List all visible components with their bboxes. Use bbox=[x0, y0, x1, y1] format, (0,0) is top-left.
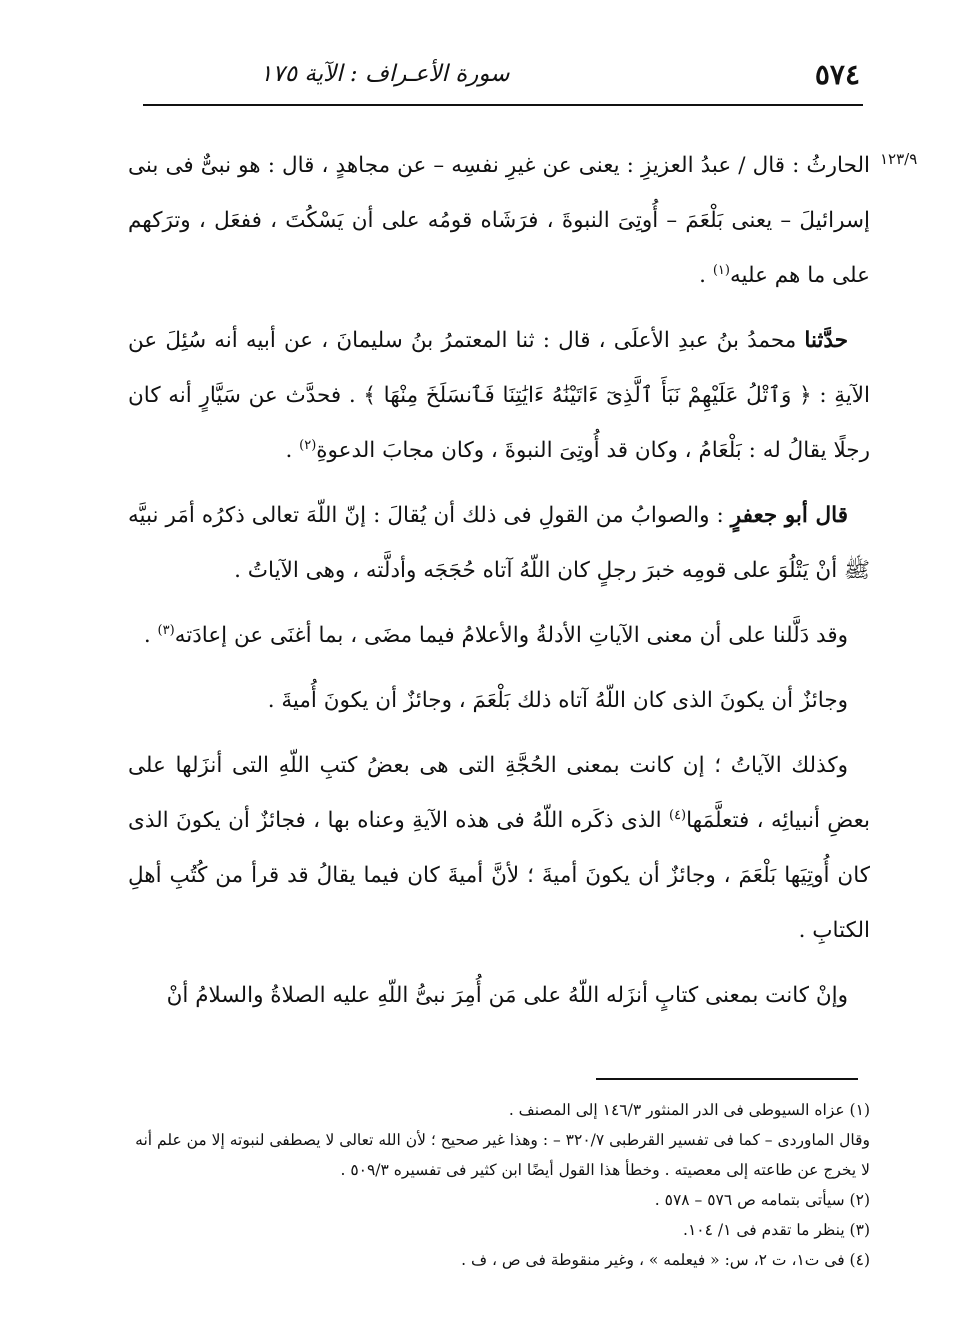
page-header bbox=[140, 52, 860, 96]
paragraph-1 bbox=[128, 138, 870, 303]
footnote-marker-1: (١) bbox=[712, 262, 730, 278]
paragraph-2-lead: حدَّثنا bbox=[804, 328, 848, 353]
footnote-marker-3: (٣) bbox=[157, 622, 175, 638]
footnote-4: (٤) فى ت١، ت ٢، س: « فيعلمه » ، وغير منقوطة فى ص ، ف . bbox=[461, 1251, 870, 1269]
paragraph-2-end: . bbox=[285, 438, 300, 463]
header-rule bbox=[143, 104, 863, 106]
paragraph-7 bbox=[128, 968, 870, 1023]
paragraph-4-end: . bbox=[143, 623, 158, 648]
paragraph-2-text: محمدُ بنُ عبدِ الأعلَى ، قال : ثنا المعتمرُ بنُ سليمانَ ، عن أبيه أنه سُئِلَ عن الآيةِ : ﴿ وَٱتْلُ عَلَيْهِمْ نَبَأَ ٱلَّذِىٓ ءَاتَيْنَٰهُ ءَايَٰتِنَا فَٱنسَلَخَ مِنْهَا ﴾ . فحدَّث عن سَيَّارٍ أنه كان رجلًا يقالُ له : بَلْعَامُ ، وكان قد أُوتِىَ النبوةَ ، وكان مجابَ الدعوةِ bbox=[128, 328, 870, 463]
paragraph-3-lead: قال أبو جعفرٍ bbox=[730, 503, 848, 528]
paragraph-5-text: وجائزٌ أن يكونَ الذى كان اللّهُ آتاه ذلك بَلْعَمَ ، وجائزٌ أن يكونَ أُميةَ . bbox=[267, 688, 848, 713]
margin-volume-reference: ١٢٣/٩ bbox=[880, 150, 918, 168]
paragraph-4 bbox=[128, 608, 870, 663]
paragraph-6 bbox=[128, 738, 870, 958]
paragraph-1-text: الحارثُ : قال / عبدُ العزيزِ : يعنى عن غيرِ نفسِه – عن مجاهدٍ ، قال : هو نبىٌّ فى بنى إسرائيلَ – يعنى بَلْعَمَ – أُوتِىَ النبوةَ ، فرَشَاه قومُه على أن يَسْكُتَ ، ففعَل ، وترَكهم على ما هم عليه bbox=[128, 153, 870, 288]
paragraph-3-text: : والصوابُ من القولِ فى ذلك أن يُقالَ : إنّ اللّهَ تعالى ذكرُه أمَر نبيَّه ﷺ أنْ يَتْلُوَ على قومِه خبرَ رجلٍ كان اللّهُ آتاه حُجَجَه وأدلَّته ، وهى الآياتُ . bbox=[128, 503, 870, 583]
paragraph-6-text-a: وكذلك الآياتُ ؛ إن كانت بمعنى الحُجَّةِ التى هى بعضُ كتبِ اللّهِ التى أنزَلها على بعضِ أنبيائِه ، فتعلَّمَها bbox=[128, 753, 871, 833]
paragraph-2 bbox=[128, 313, 870, 478]
footnote-marker-2: (٢) bbox=[299, 437, 317, 453]
paragraph-5 bbox=[128, 673, 870, 728]
running-title: سورة الأعـراف : الآية ١٧٥ bbox=[260, 61, 510, 87]
footnotes bbox=[128, 1095, 870, 1275]
footnote-marker-4: (٤) bbox=[668, 807, 687, 823]
footnote-1-continued: وقال الماوردى – كما فى تفسير القرطبى ٣٢٠/٧ – : وهذا غير صحيح ؛ لأن الله تعالى لا يصطفى لنبوته إلا من علم أنه لا يخرج عن طاعته إلى معصيته . وخطأ هذا القول أيضًا ابن كثير فى تفسيره ٥٠٩/٣ . bbox=[135, 1131, 870, 1179]
paragraph-4-text: وقد دَلَّلنا على أن معنى الآياتِ الأدلةُ والأعلامُ فيما مضَى ، بما أغنَى عن إعادَته bbox=[174, 623, 848, 648]
paragraph-3 bbox=[128, 488, 870, 598]
footnote-3: (٣) ينظر ما تقدم فى ١/ ١٠٤. bbox=[683, 1221, 870, 1239]
page-number: ٥٧٤ bbox=[814, 57, 860, 91]
footnote-2: (٢) سيأتى بتمامه ص ٥٧٦ – ٥٧٨ . bbox=[654, 1191, 870, 1209]
footnote-1: (١) عزاه السيوطى فى الدر المنثور ١٤٦/٣ إلى المصنف . bbox=[508, 1101, 870, 1119]
footnote-rule bbox=[596, 1078, 858, 1080]
paragraph-7-text: وإنْ كانت بمعنى كتابٍ أنزَله اللّهُ على مَن أُمِرَ نبىُّ اللّهِ عليه الصلاةُ والسلامُ أنْ bbox=[166, 983, 848, 1008]
paragraph-1-end: . bbox=[699, 263, 713, 288]
main-text bbox=[128, 138, 870, 1033]
paragraph-6-text-b: الذى ذكَره اللّهُ فى هذه الآيةِ وعناه بها ، فجائزٌ أن يكونَ الذى كان أُوتِيَها بَلْعَمَ ، وجائزٌ أن يكونَ أميةَ ؛ لأنَّ أميةَ كان فيما يقالُ قد قرأ من كُتُبِ أهلِ الكتابِ . bbox=[128, 808, 870, 943]
